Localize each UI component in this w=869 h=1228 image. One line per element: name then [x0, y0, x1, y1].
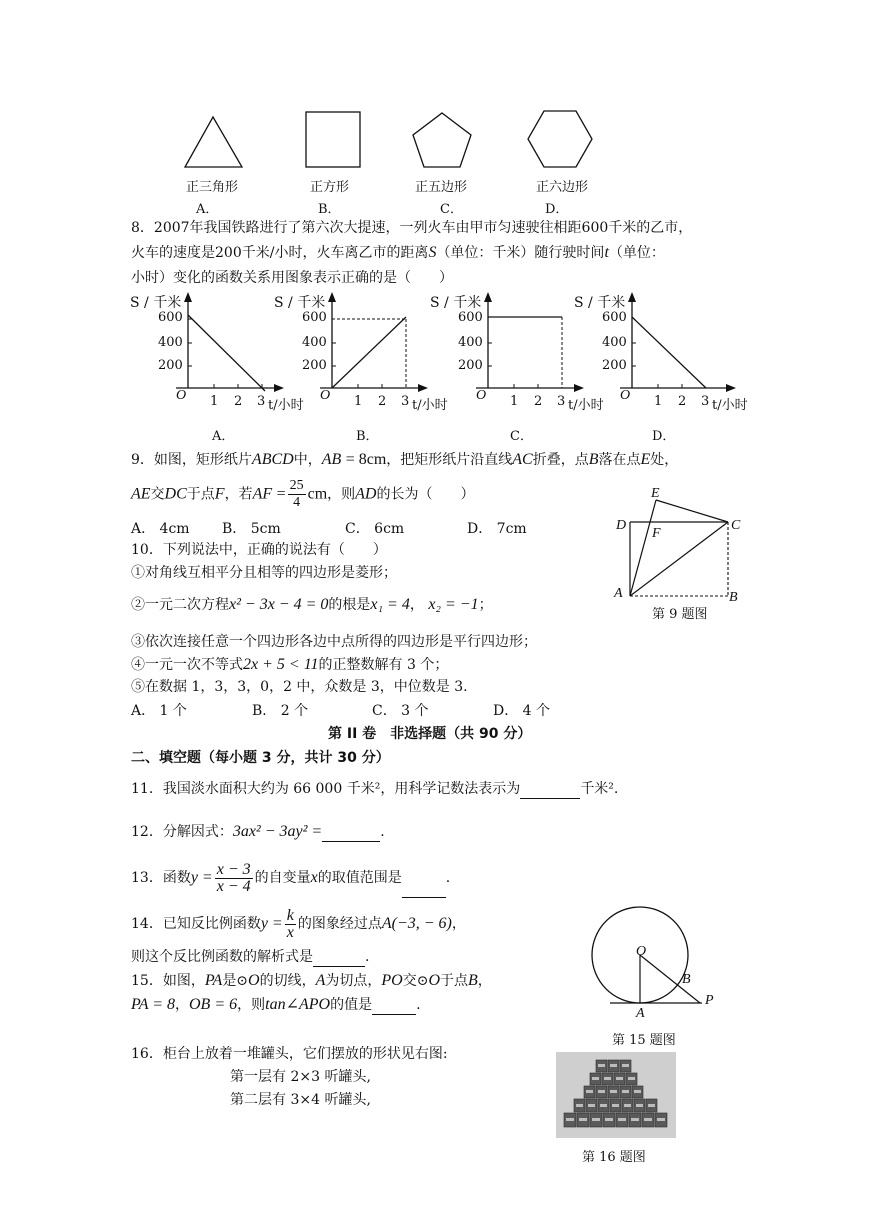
q10-statement-1: ①对角线互相平分且相等的四边形是菱形；	[131, 565, 397, 581]
q15-answer-blank[interactable]	[372, 1000, 416, 1015]
graph-b: S / 千米 600 400 200 O 1 2 3 t/小时	[272, 290, 462, 415]
option-d: D．	[545, 202, 569, 217]
q9-fraction: $\frac{25}{4}$	[289, 478, 304, 510]
graph-a: S / 千米 600 400 200 O 1 2 3 t/小时	[128, 290, 288, 415]
q9-label-f: F	[652, 526, 661, 541]
q9-line-2: AE交DC于点F，若AF = $\frac{25}{4}$ cm，则AD的长为（ ）	[131, 478, 475, 510]
graph-a-letter: A．	[212, 429, 235, 444]
q11-answer-blank[interactable]	[520, 784, 580, 799]
q9-option-c: C． 6cm	[345, 521, 405, 537]
shape-name-c: 正五边形	[415, 180, 468, 195]
q10-option-d: D． 4 个	[493, 703, 551, 719]
q15-line-1: 15．如图，PA是⊙O的切线，A为切点，PO交⊙O于点B，	[131, 972, 492, 989]
q8-line-2: 火车的速度是200千米/小时，火车离乙市的距离S（单位：千米）随行驶时间t（单位：	[131, 244, 665, 261]
shape-name-d: 正六边形	[536, 180, 589, 195]
q13-fraction: $\frac{x - 3}{x - 4}$	[216, 860, 251, 895]
q9-label-e: E	[651, 486, 660, 501]
q9-option-b: B． 5cm	[222, 521, 281, 537]
q10-statement-5: ⑤在数据 1，3，3，0，2 中，众数是 3，中位数是 3.	[131, 679, 468, 695]
q9-figure	[610, 485, 750, 605]
q15-line-2: PA = 8，OB = 6，则tan∠APO的值是 .	[131, 996, 421, 1013]
shape-name-a: 正三角形	[186, 180, 239, 195]
pentagon-shape	[413, 113, 471, 167]
graph-c-ylabel: S / 千米	[430, 295, 482, 311]
q15-label-p: P	[705, 993, 714, 1008]
option-b: B．	[318, 202, 341, 217]
q16-line-1: 16．柜台上放着一堆罐头，它们摆放的形状见右图:	[131, 1046, 448, 1062]
q15-label-o: O	[636, 944, 647, 959]
q16-line-3: 第二层有 3×4 听罐头,	[230, 1092, 371, 1108]
q15-label-b: B	[682, 972, 691, 987]
q16-line-2: 第一层有 2×3 听罐头,	[230, 1069, 371, 1085]
q15-caption: 第 15 题图	[612, 1033, 676, 1048]
q10-stem: 10．下列说法中，正确的说法有（ ）	[131, 542, 387, 558]
q14-fraction: $\frac{k}{x}$	[286, 906, 294, 941]
hexagon-shape	[528, 111, 592, 167]
q9-label-a: A	[614, 586, 623, 601]
q10-statement-3: ③依次连接任意一个四边形各边中点所得的四边形是平行四边形；	[131, 634, 537, 650]
part2-title: 第 II 卷 非选择题（共 90 分）	[328, 726, 532, 742]
graph-a-line	[188, 315, 265, 391]
option-c: C．	[440, 202, 463, 217]
q15-figure	[590, 900, 720, 1015]
q9-label-d: D	[616, 518, 627, 533]
graph-a-ylabel: S / 千米	[130, 295, 182, 311]
q10-option-b: B． 2 个	[252, 703, 309, 719]
graph-d-letter: D．	[652, 429, 676, 444]
q10-statement-4: ④一元一次不等式2x + 5 < 11的正整数解有 3 个；	[131, 656, 449, 673]
q11: 11．我国淡水面积大约为 66 000 千米²，用科学记数法表示为 千米².	[131, 781, 619, 797]
q9-label-c: C	[731, 518, 741, 533]
regular-polygons-figure	[170, 105, 630, 175]
q14-line-2: 则这个反比例函数的解析式是 .	[131, 949, 370, 965]
q9-option-d: D． 7cm	[467, 521, 527, 537]
can-pyramid-image	[556, 1052, 676, 1138]
q9-label-b: B	[729, 590, 738, 605]
q10-statement-2: ②一元二次方程x² − 3x − 4 = 0的根是x₁ = 4， x₂ = −1；	[131, 596, 493, 613]
graph-d: S / 千米 600 400 200 O 1 2 3 t/小时	[572, 290, 762, 415]
q14-answer-blank[interactable]	[313, 952, 365, 967]
q9-option-a: A． 4cm	[131, 521, 190, 537]
graph-b-letter: B．	[356, 429, 379, 444]
q15-label-a: A	[636, 1006, 645, 1021]
option-a: A．	[196, 202, 219, 217]
graph-c-letter: C．	[510, 429, 533, 444]
q10-option-c: C． 3 个	[372, 703, 429, 719]
q13-answer-blank[interactable]	[402, 883, 446, 898]
q12: 12．分解因式：3ax² − 3ay² = .	[131, 823, 385, 840]
q9-line-1: 9．如图，矩形纸片ABCD中，AB = 8cm，把矩形纸片沿直线AC折叠，点B落在点E处，	[131, 451, 679, 468]
triangle-shape	[185, 117, 242, 167]
graph-d-line	[632, 317, 706, 388]
q10-option-a: A． 1 个	[131, 703, 187, 719]
q13: 13．函数y = $\frac{x - 3}{x - 4}$ 的自变量x的取值范围是 .	[131, 858, 450, 898]
q16-caption: 第 16 题图	[582, 1150, 646, 1165]
graph-b-line	[332, 317, 406, 388]
shape-name-b: 正方形	[310, 180, 350, 195]
q9-caption: 第 9 题图	[652, 607, 708, 622]
graph-b-ylabel: S / 千米	[274, 295, 326, 311]
q8-line-3: 小时）变化的函数关系用图象表示正确的是（ ）	[131, 270, 453, 286]
q12-answer-blank[interactable]	[322, 827, 380, 842]
square-shape	[306, 112, 360, 167]
q14-line-1: 14．已知反比例函数y = $\frac{k}{x}$ 的图象经过点A(−3, − 6)，	[131, 906, 466, 941]
graph-d-ylabel: S / 千米	[574, 295, 626, 311]
graph-c: S / 千米 600 400 200 O 1 2 3 t/小时	[428, 290, 618, 415]
section-title: 二、填空题（每小题 3 分，共计 30 分）	[131, 750, 390, 766]
q8-line-1: 8．2007年我国铁路进行了第六次大提速，一列火车由甲市匀速驶往相距600千米的乙市，	[131, 220, 693, 236]
